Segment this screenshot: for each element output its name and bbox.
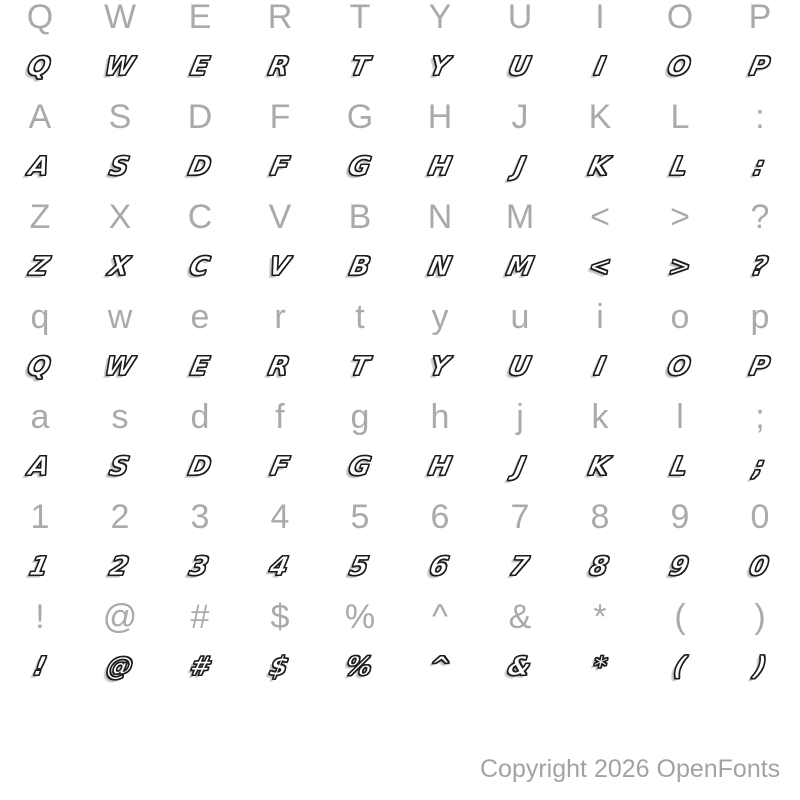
reference-glyph: 3 — [190, 498, 210, 536]
specimen-glyph: A — [26, 452, 54, 482]
reference-row-3 — [0, 292, 800, 342]
reference-glyph: O — [666, 0, 694, 36]
specimen-glyph: ) — [750, 652, 770, 682]
reference-glyph: a — [30, 398, 50, 436]
reference-glyph: B — [348, 198, 372, 236]
specimen-glyph: R — [266, 52, 294, 82]
reference-glyph: A — [28, 98, 52, 136]
specimen-glyph: O — [665, 52, 695, 82]
reference-glyph: K — [588, 98, 612, 136]
specimen-glyph: U — [505, 52, 535, 82]
specimen-row-4 — [0, 442, 800, 492]
specimen-glyph: M — [503, 252, 537, 282]
reference-glyph: U — [507, 0, 533, 36]
reference-glyph: g — [350, 398, 370, 436]
reference-glyph: I — [595, 0, 605, 36]
specimen-row-5 — [0, 542, 800, 592]
reference-glyph: # — [190, 598, 210, 636]
reference-glyph: % — [344, 598, 376, 636]
specimen-glyph: F — [267, 452, 293, 482]
reference-glyph: $ — [270, 598, 290, 636]
specimen-glyph: 6 — [427, 552, 453, 582]
specimen-glyph: 3 — [187, 552, 213, 582]
specimen-glyph: S — [106, 152, 134, 182]
specimen-glyph: D — [185, 452, 215, 482]
reference-glyph: y — [431, 298, 449, 336]
reference-glyph: G — [346, 98, 374, 136]
reference-glyph: 5 — [350, 498, 370, 536]
specimen-glyph: V — [266, 252, 294, 282]
specimen-glyph: > — [665, 252, 695, 282]
reference-glyph: u — [510, 298, 530, 336]
specimen-glyph: 8 — [587, 552, 613, 582]
reference-glyph: 4 — [270, 498, 290, 536]
reference-glyph: Q — [26, 0, 54, 36]
specimen-glyph: Z — [26, 252, 54, 282]
reference-glyph: k — [591, 398, 609, 436]
specimen-glyph: : — [751, 152, 769, 182]
reference-glyph: 0 — [750, 498, 770, 536]
reference-glyph: f — [275, 398, 285, 436]
specimen-glyph: P — [746, 352, 774, 382]
specimen-row-0 — [0, 42, 800, 92]
reference-glyph: r — [274, 298, 286, 336]
specimen-glyph: 0 — [747, 552, 773, 582]
reference-glyph: i — [596, 298, 604, 336]
specimen-glyph: T — [347, 52, 373, 82]
specimen-glyph: W — [101, 52, 139, 82]
reference-glyph: @ — [102, 598, 138, 636]
specimen-glyph: ^ — [425, 652, 455, 682]
specimen-glyph: 7 — [507, 552, 533, 582]
specimen-glyph: W — [101, 352, 139, 382]
specimen-row-6 — [0, 642, 800, 692]
specimen-glyph: K — [586, 152, 614, 182]
specimen-glyph: P — [746, 52, 774, 82]
reference-glyph: t — [355, 298, 365, 336]
reference-glyph: l — [676, 398, 684, 436]
specimen-glyph: D — [185, 152, 215, 182]
reference-glyph: 2 — [110, 498, 130, 536]
reference-glyph: 9 — [670, 498, 690, 536]
specimen-glyph: U — [505, 352, 535, 382]
specimen-glyph: T — [347, 352, 373, 382]
specimen-glyph: 9 — [667, 552, 693, 582]
reference-glyph: P — [748, 0, 772, 36]
specimen-row-3 — [0, 342, 800, 392]
reference-glyph: 7 — [510, 498, 530, 536]
reference-glyph: * — [593, 598, 607, 636]
reference-glyph: ; — [755, 398, 765, 436]
specimen-glyph: S — [106, 452, 134, 482]
specimen-glyph: & — [504, 652, 536, 682]
specimen-glyph: E — [187, 352, 213, 382]
reference-glyph: ! — [35, 598, 45, 636]
specimen-glyph: J — [511, 152, 529, 182]
reference-glyph: 8 — [590, 498, 610, 536]
reference-row-6 — [0, 592, 800, 642]
reference-glyph: H — [427, 98, 453, 136]
reference-glyph: T — [349, 0, 371, 36]
specimen-glyph: H — [425, 152, 455, 182]
reference-glyph: o — [670, 298, 690, 336]
specimen-glyph: G — [345, 452, 375, 482]
reference-glyph: ( — [674, 598, 686, 636]
specimen-glyph: N — [425, 252, 455, 282]
specimen-glyph: A — [26, 152, 54, 182]
specimen-glyph: < — [585, 252, 615, 282]
specimen-glyph: Y — [426, 52, 454, 82]
reference-glyph: Y — [428, 0, 452, 36]
specimen-glyph: B — [346, 252, 374, 282]
specimen-glyph: 4 — [267, 552, 293, 582]
reference-glyph: W — [103, 0, 137, 36]
reference-glyph: J — [511, 98, 529, 136]
specimen-glyph: C — [186, 252, 214, 282]
specimen-glyph: Q — [25, 352, 55, 382]
reference-glyph: L — [670, 98, 690, 136]
reference-glyph: & — [508, 598, 532, 636]
specimen-glyph: Q — [25, 52, 55, 82]
specimen-glyph: $ — [267, 652, 293, 682]
specimen-glyph: ( — [670, 652, 690, 682]
reference-glyph: q — [30, 298, 50, 336]
reference-row-0 — [0, 0, 800, 42]
reference-glyph: E — [188, 0, 212, 36]
reference-glyph: V — [268, 198, 292, 236]
reference-glyph: s — [111, 398, 129, 436]
reference-glyph: ) — [754, 598, 766, 636]
reference-glyph: h — [430, 398, 450, 436]
specimen-glyph: J — [511, 452, 529, 482]
reference-glyph: ? — [750, 198, 770, 236]
specimen-glyph: L — [668, 152, 692, 182]
reference-glyph: R — [267, 0, 293, 36]
reference-glyph: ^ — [432, 598, 448, 636]
reference-glyph: > — [670, 198, 690, 236]
specimen-glyph: L — [668, 452, 692, 482]
specimen-glyph: ? — [748, 252, 772, 282]
reference-glyph: C — [187, 198, 213, 236]
reference-glyph: 6 — [430, 498, 450, 536]
specimen-glyph: G — [345, 152, 375, 182]
reference-glyph: w — [107, 298, 133, 336]
copyright-text: Copyright 2026 OpenFonts — [480, 755, 781, 783]
reference-glyph: < — [590, 198, 610, 236]
reference-glyph: e — [190, 298, 210, 336]
specimen-glyph: X — [106, 252, 134, 282]
specimen-glyph: I — [591, 52, 609, 82]
specimen-glyph: 5 — [347, 552, 373, 582]
specimen-row-2 — [0, 242, 800, 292]
reference-glyph: M — [505, 198, 535, 236]
reference-glyph: F — [269, 98, 291, 136]
reference-glyph: d — [190, 398, 210, 436]
specimen-row-1 — [0, 142, 800, 192]
reference-glyph: S — [108, 98, 132, 136]
specimen-glyph: 1 — [27, 552, 53, 582]
reference-glyph: 1 — [30, 498, 50, 536]
specimen-glyph: @ — [103, 652, 137, 682]
specimen-glyph: R — [266, 352, 294, 382]
specimen-glyph: * — [589, 652, 611, 682]
specimen-glyph: ! — [30, 652, 50, 682]
specimen-glyph: H — [425, 452, 455, 482]
specimen-glyph: E — [187, 52, 213, 82]
specimen-glyph: K — [586, 452, 614, 482]
specimen-glyph: I — [591, 352, 609, 382]
reference-glyph: p — [750, 298, 770, 336]
specimen-glyph: ; — [751, 452, 769, 482]
specimen-glyph: Y — [426, 352, 454, 382]
reference-row-2 — [0, 192, 800, 242]
specimen-glyph: O — [665, 352, 695, 382]
reference-row-1 — [0, 92, 800, 142]
reference-glyph: : — [755, 98, 765, 136]
reference-glyph: D — [187, 98, 213, 136]
reference-glyph: Z — [29, 198, 51, 236]
specimen-glyph: # — [187, 652, 213, 682]
reference-glyph: j — [516, 398, 524, 436]
reference-glyph: N — [427, 198, 453, 236]
specimen-glyph: % — [343, 652, 377, 682]
reference-glyph: X — [108, 198, 132, 236]
reference-row-4 — [0, 392, 800, 442]
specimen-glyph: 2 — [107, 552, 133, 582]
reference-row-5 — [0, 492, 800, 542]
specimen-glyph: F — [267, 152, 293, 182]
